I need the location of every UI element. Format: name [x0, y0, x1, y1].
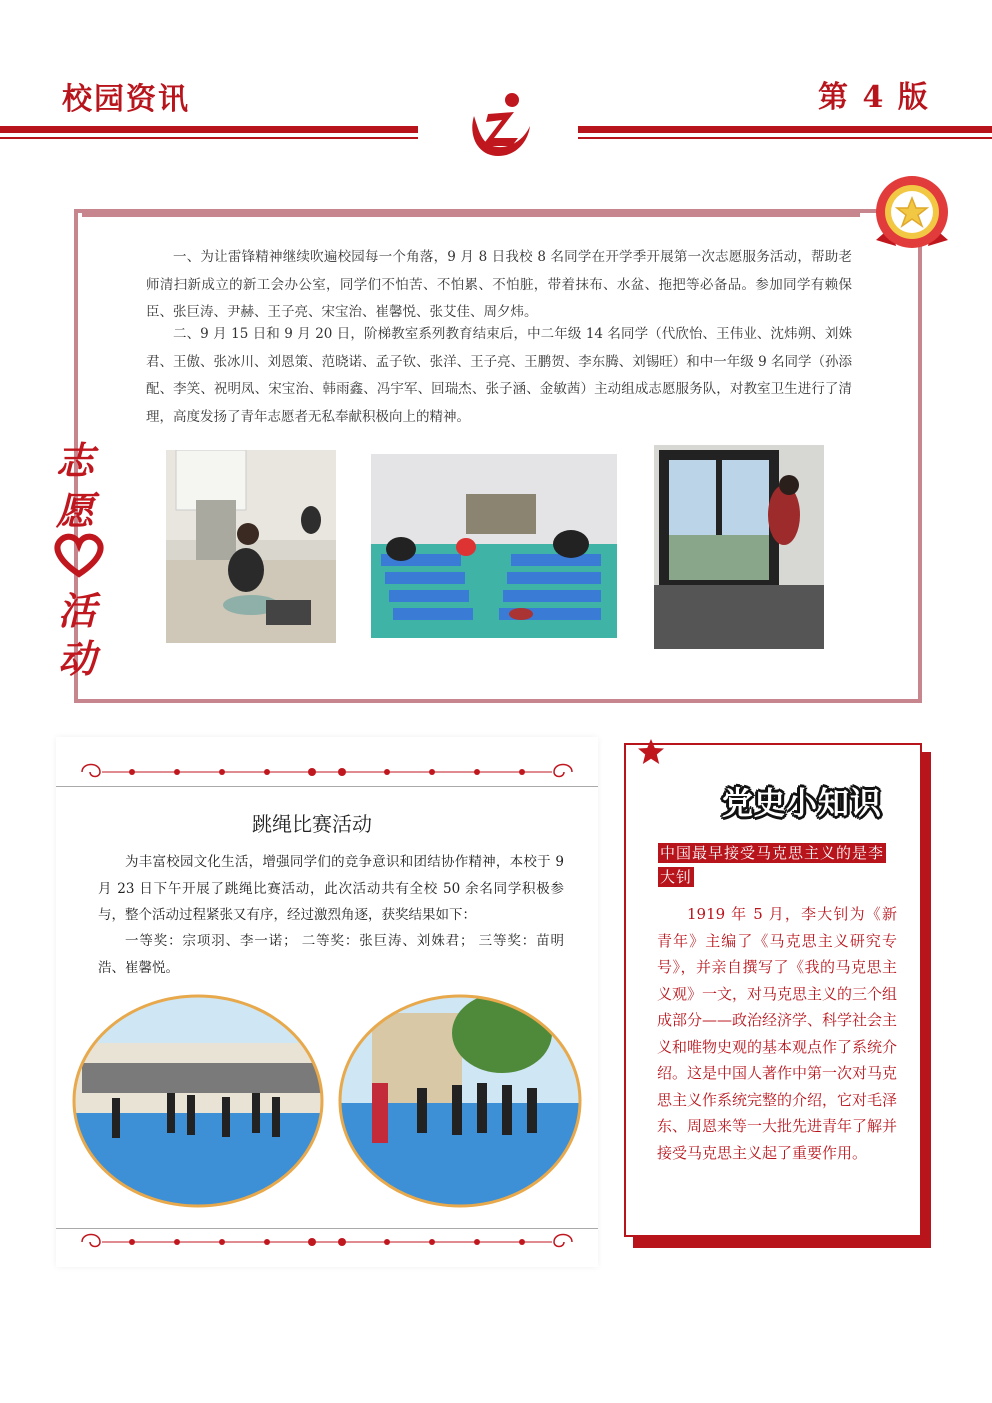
volunteer-paragraph-1: 一、为让雷锋精神继续吹遍校园每一个角落，9 月 8 日我校 8 名同学在开学季开展第一次志愿服务活动，帮助老师清扫新成立的新工会办公室，同学们不怕苦、不怕累、不怕脏，带着抹布、水盆、拖把等必备品。参加同学有赖保臣、张巨涛、尹赫、王子亮、宋宝治、崔馨悦、张艾佳、周夕炜。 [146, 249, 852, 320]
section-title: 校园资讯 [62, 82, 190, 117]
ornament-bottom [72, 1228, 582, 1256]
heart-icon [52, 532, 106, 578]
medal-star-icon [862, 170, 962, 270]
rope-paragraph-2: 一等奖：宗项羽、李一诺； 二等奖：张巨涛、刘姝君； 三等奖：苗明浩、崔馨悦。 [98, 933, 564, 976]
party-headline [658, 841, 894, 889]
volunteer-frame-shadow [82, 209, 860, 217]
ornament-top-rule [56, 786, 598, 787]
volunteer-photo-classroom [371, 454, 617, 638]
header-rule-left [0, 126, 418, 133]
volunteer-photo-washing [166, 450, 336, 643]
ornament-top [72, 758, 582, 786]
side-title-char-1: 志 [56, 438, 95, 483]
rope-paragraph-1: 为丰富校园文化生活，增强同学们的竞争意识和团结协作精神，本校于 9 月 23 日下午开展了跳绳比赛活动，此次活动共有全校 50 余名同学积极参与，整个活动过程紧张又有序，经过激烈角逐，获奖结果如下： [98, 854, 564, 923]
header-rule-right [578, 126, 992, 133]
side-title-char-4: 动 [58, 636, 97, 681]
volunteer-paragraph-2: 二、9 月 15 日和 9 月 20 日，阶梯教室系列教育结束后，中二年级 14 名同学（代欣怡、王伟业、沈炜朔、刘姝君、王傲、张冰川、刘恩策、范晓诺、孟子钦、张洋、王子亮、王鹏贺、李东腾、刘锡旺）和中一年级 9 名同学（孙添配、李笑、祝明凤、宋宝治、韩雨鑫、冯宇军、回瑞杰、张子涵、金敏茜）主动组成志愿服务队，对教室卫生进行了清理，高度发扬了青年志愿者无私奉献积极向上的精神。 [146, 326, 852, 425]
header-rule-left-thin [0, 137, 418, 139]
rope-photos [72, 993, 584, 1209]
side-title-char-2: 愿 [56, 488, 95, 533]
party-body: 1919 年 5 月，李大钊为《新青年》主编了《马克思主义研究专号》，并亲自撰写了《我的马克思主义观》一文，对马克思主义的三个组成部分——政治经济学、科学社会主义和唯物史观的基本观点作了系统介绍。这是中国人著作中第一次对马克思主义作系统完整的介绍，它对毛泽东、周恩来等一大批先进青年了解并接受马克思主义起了重要作用。 [657, 905, 898, 1162]
page-label: 第 4 版 [818, 80, 930, 115]
party-title: 党史小知识 [722, 786, 882, 822]
red-star-icon [636, 737, 666, 767]
side-title-char-3: 活 [58, 588, 97, 633]
rope-title: 跳绳比赛活动 [252, 812, 372, 836]
header-rule-right-thin [578, 137, 992, 139]
runner-logo-icon [458, 86, 538, 166]
party-headline-text: 中国最早接受马克思主义的是李大钊 [660, 844, 885, 886]
volunteer-photo-window [654, 445, 824, 649]
